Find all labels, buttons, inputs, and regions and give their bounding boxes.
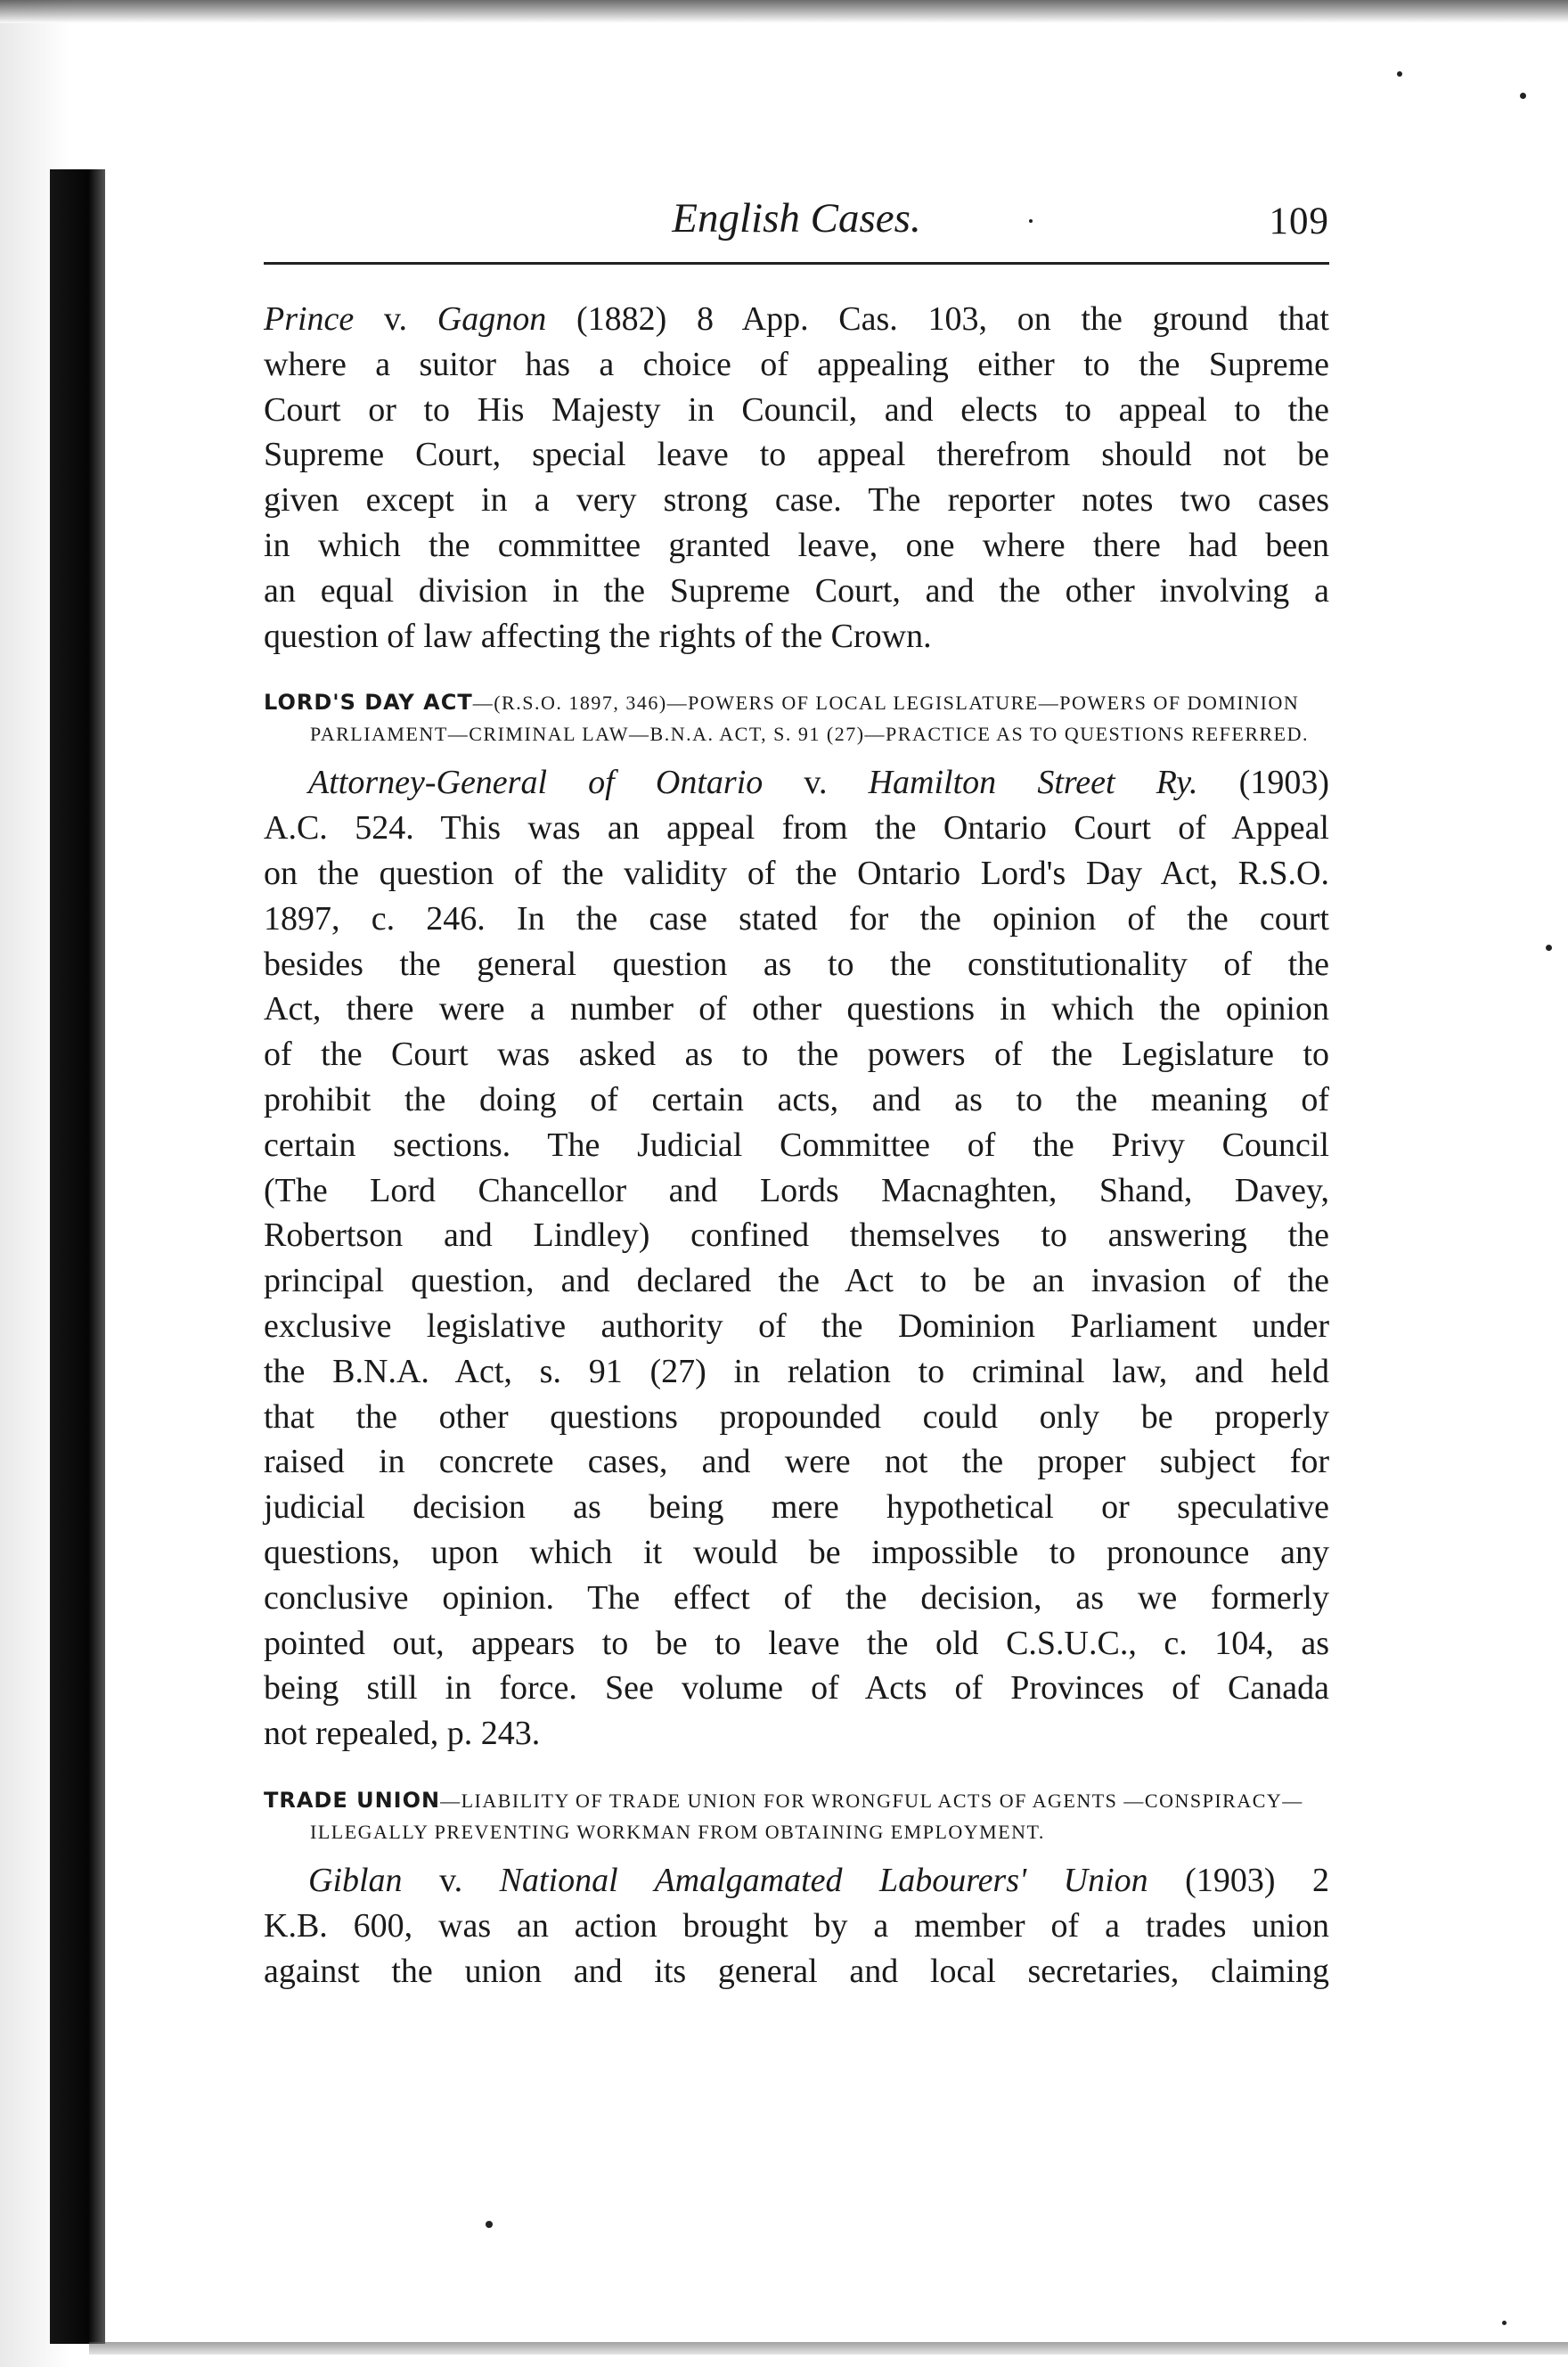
scan-speck <box>1520 93 1526 99</box>
text-line: 1897, c. 246. In the case stated for the opinion of the court <box>264 899 1329 938</box>
text-line: Giblan v. National Amalgamated Labourers' Union (1903) 2 <box>308 1861 1329 1899</box>
case-name: National Amalgamated Labourers' Union <box>499 1861 1148 1899</box>
text-line: principal question, and declared the Act to be an invasion of the <box>264 1262 1329 1300</box>
headnote-text: —LIABILITY OF TRADE UNION FOR WRONGFUL ACTS OF AGENTS —CONSPIRACY—ILLEGALLY PREVENTING WORKMAN FROM OBTAINING EMPLOYMENT. <box>310 1789 1303 1843</box>
scan-speck <box>1546 945 1552 951</box>
running-title: English Cases. <box>672 195 921 242</box>
text-line: prohibit the doing of certain acts, and as to the meaning of <box>264 1080 1329 1118</box>
page-body <box>264 297 1329 1994</box>
text-line: judicial decision as being mere hypothetical or speculative <box>264 1488 1329 1527</box>
page-number: 109 <box>1269 201 1329 242</box>
text-line: Act, there were a number of other questions in which the opinion <box>264 990 1329 1028</box>
text-line: conclusive opinion. The effect of the decision, as we formerly <box>264 1578 1329 1617</box>
headnote-topic: LORD'S DAY ACT <box>264 690 473 716</box>
text-line: in which the committee granted leave, one where there had been <box>264 526 1329 564</box>
running-header <box>264 189 1329 257</box>
text-line: pointed out, appears to be to leave the old C.S.U.C., c. 104, as <box>264 1624 1329 1662</box>
case-headnote <box>264 1785 1329 1847</box>
scan-speck <box>1502 2321 1507 2325</box>
text-line: (The Lord Chancellor and Lords Macnaghten, Shand, Davey, <box>264 1171 1329 1209</box>
text-line: Supreme Court, special leave to appeal therefrom should not be <box>264 436 1329 474</box>
text-line: Prince v. Gagnon (1882) 8 App. Cas. 103, on the ground that <box>264 300 1329 338</box>
scan-speck <box>1397 71 1402 77</box>
text-line: where a suitor has a choice of appealing either to the Supreme <box>264 345 1329 383</box>
text-line: Court or to His Majesty in Council, and elects to appeal to the <box>264 390 1329 429</box>
headnote-text: —(R.S.O. 1897, 346)—POWERS OF LOCAL LEGISLATURE—POWERS OF DOMINION PARLIAMENT—CRIMINAL LAW—B.N.A. ACT, S. 91 (27)—PRACTICE AS TO QUESTIONS REFERRED. <box>310 692 1310 746</box>
text-line: certain sections. The Judicial Committee of the Privy Council <box>264 1126 1329 1164</box>
scan-bottom-edge <box>89 2342 1568 2355</box>
case-headnote <box>264 687 1329 749</box>
text-line: question of law affecting the rights of the Crown. <box>264 617 932 655</box>
headnote-topic: TRADE UNION <box>264 1787 441 1813</box>
text-line: exclusive legislative authority of the Dominion Parliament under <box>264 1306 1329 1345</box>
text-line: that the other questions propounded could only be properly <box>264 1397 1329 1436</box>
text-line: besides the general question as to the constitutionality of the <box>264 945 1329 983</box>
text-line: being still in force. See volume of Acts of Provinces of Canada <box>264 1669 1329 1708</box>
case-name: Attorney-General of Ontario <box>308 764 764 802</box>
scan-speck <box>486 2221 493 2228</box>
text-line: not repealed, p. 243. <box>264 1715 541 1753</box>
text-line: K.B. 600, was an action brought by a member of a trades union <box>264 1906 1329 1945</box>
text-line: on the question of the validity of the Ontario Lord's Day Act, R.S.O. <box>264 854 1329 892</box>
scan-top-edge <box>0 0 1568 23</box>
text-line: Robertson and Lindley) confined themselves to answering the <box>264 1216 1329 1255</box>
page-binding-edge <box>50 169 105 2344</box>
text-line: A.C. 524. This was an appeal from the Ontario Court of Appeal <box>264 809 1329 848</box>
header-rule <box>264 262 1329 265</box>
text-line: raised in concrete cases, and were not the proper subject for <box>264 1443 1329 1481</box>
case-name: Gagnon <box>437 300 547 338</box>
text-line: an equal division in the Supreme Court, and the other involving a <box>264 571 1329 610</box>
text-line: the B.N.A. Act, s. 91 (27) in relation to criminal law, and held <box>264 1352 1329 1390</box>
text-line: Attorney-General of Ontario v. Hamilton Street Ry. (1903) <box>308 764 1329 802</box>
text-line: against the union and its general and local secretaries, claiming <box>264 1952 1329 1990</box>
case-name: Prince <box>264 300 355 338</box>
text-line: given except in a very strong case. The reporter notes two cases <box>264 481 1329 520</box>
text-line: of the Court was asked as to the powers of the Legislature to <box>264 1036 1329 1074</box>
text-line: questions, upon which it would be impossible to pronounce any <box>264 1533 1329 1571</box>
case-name: Hamilton Street Ry. <box>868 764 1198 802</box>
case-name: Giblan <box>308 1861 403 1899</box>
